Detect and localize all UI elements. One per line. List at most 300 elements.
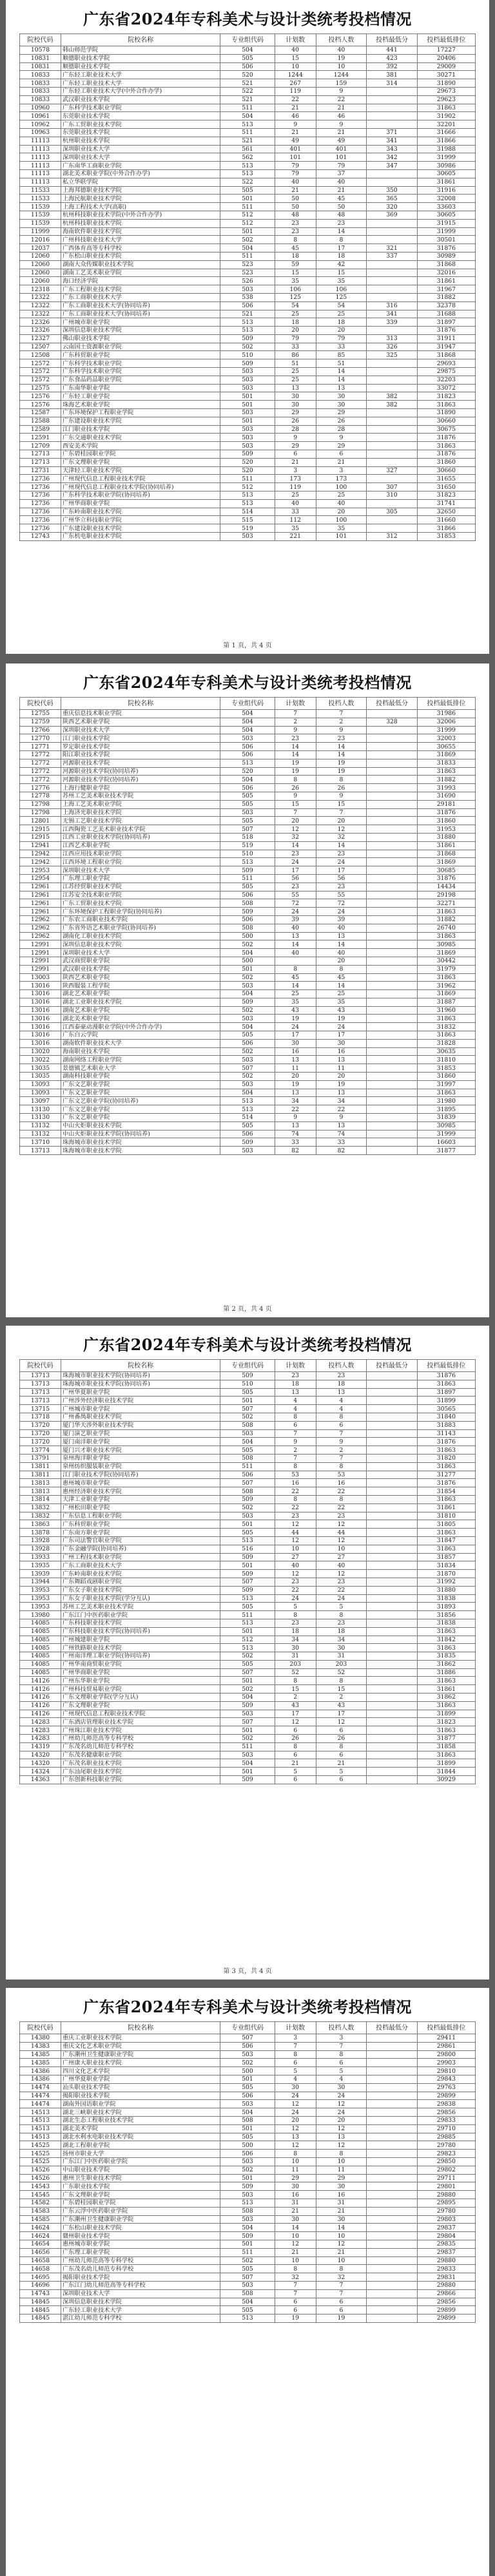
- table-cell: 31834: [417, 1561, 475, 1570]
- table-cell: 24: [316, 1594, 367, 1603]
- table-cell: 6: [316, 1726, 367, 1735]
- table-cell: 503: [220, 1512, 275, 1520]
- table-cell: 12743: [20, 533, 61, 541]
- table-cell: 15: [275, 269, 316, 277]
- table-cell: [367, 2034, 418, 2043]
- table-cell: 31: [275, 2199, 316, 2207]
- table-cell: 513: [220, 1536, 275, 1545]
- column-header: 投档最低分: [367, 34, 418, 46]
- table-row: [20, 145, 476, 153]
- table-cell: [367, 2067, 418, 2075]
- table-row: [20, 2141, 476, 2150]
- table-cell: 12508: [20, 351, 61, 359]
- table-cell: 14: [316, 982, 367, 990]
- table-cell: 14383: [20, 2042, 61, 2050]
- table-cell: [367, 2083, 418, 2092]
- table-cell: 景德镇艺术职业大学: [61, 1064, 220, 1073]
- table-cell: 30: [275, 2182, 316, 2191]
- table-row: [20, 475, 476, 483]
- table-cell: 广州幼儿师范高等专科学校: [61, 2256, 220, 2265]
- table-cell: 29623: [417, 95, 475, 104]
- table-cell: 502: [220, 236, 275, 244]
- table-cell: 314: [367, 79, 418, 88]
- table-row: [20, 2207, 476, 2215]
- table-cell: 14526: [20, 2166, 61, 2174]
- table-cell: 12772: [20, 750, 61, 759]
- table-cell: 上海民航职业技术学院: [61, 195, 220, 203]
- table-cell: 31893: [417, 1603, 475, 1611]
- table-cell: 29856: [417, 2298, 475, 2306]
- table-cell: 40: [275, 1561, 316, 1570]
- table-cell: 武汉职业技术学院: [61, 95, 220, 104]
- table-cell: 上海济光职业技术学院: [61, 808, 220, 817]
- table-cell: 504: [220, 2108, 275, 2117]
- table-cell: 14624: [20, 2232, 61, 2240]
- table-cell: 广州现代信息工程职业技术学院: [61, 1710, 220, 1718]
- table-row: [20, 1039, 476, 1047]
- table-cell: 3: [316, 466, 367, 475]
- table-cell: [367, 2116, 418, 2124]
- table-cell: 31890: [417, 409, 475, 417]
- table-cell: 505: [220, 1446, 275, 1455]
- table-cell: 18: [316, 1627, 367, 1636]
- page-footer: 第 1 页，共 4 页: [223, 642, 272, 649]
- table-cell: [367, 376, 418, 384]
- table-row: [20, 1776, 476, 1784]
- table-cell: [367, 726, 418, 734]
- table-cell: 320: [367, 203, 418, 211]
- table-cell: [367, 1578, 418, 1586]
- table-cell: 31876: [417, 450, 475, 459]
- table-cell: 82: [316, 1147, 367, 1155]
- table-cell: 203: [275, 1660, 316, 1668]
- table-cell: 14: [316, 2224, 367, 2232]
- table-row: [20, 957, 476, 965]
- table-cell: 12: [275, 1718, 316, 1726]
- table-cell: 29181: [417, 800, 475, 808]
- table-cell: 14283: [20, 1726, 61, 1735]
- table-cell: 14: [275, 982, 316, 990]
- table-cell: 惠州卫生职业技术学院: [61, 2174, 220, 2182]
- table-cell: 11: [275, 1064, 316, 1073]
- table-cell: [367, 285, 418, 294]
- table-cell: 313: [367, 334, 418, 343]
- table-cell: 392: [367, 62, 418, 71]
- table-cell: 13016: [20, 1023, 61, 1031]
- table-cell: [367, 1454, 418, 1462]
- table-cell: [367, 2059, 418, 2067]
- table-cell: 31999: [417, 1130, 475, 1138]
- table-cell: 12798: [20, 800, 61, 808]
- table-cell: 10831: [20, 62, 61, 71]
- table-cell: 10: [316, 2256, 367, 2265]
- table-cell: 13003: [20, 973, 61, 982]
- table-row: [20, 1726, 476, 1735]
- table-cell: 31: [316, 1652, 367, 1661]
- table-cell: [367, 442, 418, 450]
- table-cell: 8: [316, 965, 367, 973]
- table-cell: 中山火炬职业技术学院: [61, 1121, 220, 1130]
- table-cell: 12941: [20, 841, 61, 850]
- table-cell: 50: [275, 195, 316, 203]
- table-cell: 3: [275, 466, 316, 475]
- table-row: [20, 1089, 476, 1097]
- table-row: [20, 1627, 476, 1636]
- table-row: [20, 219, 476, 227]
- table-cell: 327: [367, 466, 418, 475]
- table-cell: 507: [220, 2034, 275, 2043]
- table-cell: 31688: [417, 310, 475, 318]
- table-row: [20, 908, 476, 916]
- table-cell: 14085: [20, 1652, 61, 1661]
- table-cell: 21: [275, 128, 316, 137]
- table-row: [20, 368, 476, 376]
- table-cell: 12961: [20, 883, 61, 891]
- table-cell: 22: [316, 1586, 367, 1594]
- table-cell: 广州工程技术职业学院: [61, 1553, 220, 1561]
- table-cell: [367, 1089, 418, 1097]
- table-cell: 12766: [20, 726, 61, 734]
- table-row: [20, 1130, 476, 1138]
- table-cell: 31863: [417, 1644, 475, 1652]
- table-cell: 4: [316, 1405, 367, 1413]
- column-header: 投档人数: [316, 698, 367, 710]
- table-cell: 5: [316, 1603, 367, 1611]
- table-cell: 广州现代信息工程职业技术学院: [61, 475, 220, 483]
- table-row: [20, 442, 476, 450]
- table-cell: 汕头职业技术学院: [61, 2083, 220, 2092]
- table-cell: 85: [316, 351, 367, 359]
- table-row: [20, 499, 476, 508]
- table-row: [20, 2157, 476, 2166]
- table-cell: 14: [316, 227, 367, 236]
- table-cell: [367, 95, 418, 104]
- table-cell: 46: [275, 112, 316, 120]
- table-row: [20, 301, 476, 310]
- table-cell: [367, 883, 418, 891]
- table-cell: 32: [316, 2273, 367, 2282]
- table-cell: 10: [275, 2232, 316, 2240]
- table-cell: 506: [220, 915, 275, 924]
- table-cell: 31835: [417, 1652, 475, 1661]
- table-cell: 31854: [417, 1487, 475, 1496]
- table-cell: 521: [220, 310, 275, 318]
- table-cell: 惠州经济职业技术学院: [61, 1487, 220, 1496]
- table-cell: 广东工贸职业技术学院: [61, 120, 220, 129]
- table-row: [20, 327, 476, 335]
- table-cell: 24: [275, 1023, 316, 1031]
- table-cell: [367, 499, 418, 508]
- table-cell: 32201: [417, 120, 475, 129]
- table-cell: 15: [316, 800, 367, 808]
- table-cell: 31853: [417, 1064, 475, 1073]
- table-row: [20, 1742, 476, 1751]
- table-cell: 29411: [417, 2034, 475, 2043]
- table-cell: 21: [275, 104, 316, 112]
- table-cell: [367, 2289, 418, 2298]
- table-cell: [367, 1397, 418, 1405]
- table-cell: 6: [316, 2298, 367, 2306]
- table-cell: 重庆工业职业技术学院: [61, 2034, 220, 2043]
- table-cell: 13814: [20, 1495, 61, 1503]
- table-cell: 513: [220, 499, 275, 508]
- table-cell: [367, 1611, 418, 1619]
- table-cell: 31899: [417, 1759, 475, 1768]
- table-cell: [367, 1121, 418, 1130]
- table-cell: 13953: [20, 1586, 61, 1594]
- table-cell: 13713: [20, 1397, 61, 1405]
- table-cell: 125: [275, 293, 316, 301]
- page-footer: 第 3 页，共 4 页: [223, 1968, 272, 1975]
- table-row: [20, 359, 476, 368]
- table-row: [20, 2083, 476, 2092]
- table-cell: 27: [275, 1553, 316, 1561]
- table-cell: 江西艺术职业学院: [61, 841, 220, 850]
- table-cell: 江西应用技术职业学院: [61, 850, 220, 858]
- table-cell: [367, 1064, 418, 1073]
- table-cell: 26: [316, 784, 367, 792]
- table-row: [20, 982, 476, 990]
- table-cell: 14654: [20, 2240, 61, 2248]
- table-cell: [367, 327, 418, 335]
- table-cell: 湖北水利水电职业技术学院: [61, 2133, 220, 2141]
- table-cell: 321: [367, 244, 418, 253]
- table-cell: 119: [275, 87, 316, 95]
- table-cell: 341: [367, 310, 418, 318]
- table-cell: 厦门南洋职业学院: [61, 1438, 220, 1446]
- table-cell: [367, 120, 418, 129]
- table-cell: 31863: [417, 1089, 475, 1097]
- table-cell: 广东环境保护工程职业学院: [61, 409, 220, 417]
- table-cell: 29895: [417, 2199, 475, 2207]
- table-cell: 513: [220, 491, 275, 500]
- table-row: [20, 2265, 476, 2273]
- table-row: [20, 1454, 476, 1462]
- table-cell: 510: [220, 351, 275, 359]
- table-cell: 12991: [20, 965, 61, 973]
- table-cell: 31876: [417, 874, 475, 883]
- table-cell: 13953: [20, 1594, 61, 1603]
- table-cell: 15: [275, 1685, 316, 1693]
- table-cell: 504: [220, 1438, 275, 1446]
- table-cell: 4: [275, 1397, 316, 1405]
- table-row: [20, 1594, 476, 1603]
- table-cell: 441: [367, 46, 418, 55]
- table-cell: 7: [275, 1429, 316, 1438]
- table-cell: [367, 2166, 418, 2174]
- table-cell: 6: [275, 2059, 316, 2067]
- table-row: [20, 940, 476, 949]
- table-cell: 12060: [20, 252, 61, 260]
- table-row: [20, 334, 476, 343]
- table-cell: [367, 1536, 418, 1545]
- table-cell: 55: [275, 891, 316, 899]
- table-cell: 4: [275, 1405, 316, 1413]
- table-cell: 广东文理职业学院: [61, 1701, 220, 1710]
- table-cell: 14525: [20, 2157, 61, 2166]
- table-cell: [367, 759, 418, 767]
- table-row: [20, 1652, 476, 1661]
- table-cell: 43: [316, 1701, 367, 1710]
- document-page: [6, 663, 489, 1317]
- table-cell: 21: [316, 104, 367, 112]
- table-cell: 17: [275, 866, 316, 875]
- table-cell: [367, 2191, 418, 2199]
- table-cell: 12962: [20, 924, 61, 932]
- table-cell: 12736: [20, 516, 61, 524]
- table-cell: [367, 1603, 418, 1611]
- table-cell: 503: [220, 1056, 275, 1064]
- table-cell: 11113: [20, 178, 61, 186]
- table-row: [20, 1553, 476, 1561]
- table-cell: 31953: [417, 825, 475, 834]
- table-cell: 502: [220, 1413, 275, 1421]
- table-cell: 72: [316, 899, 367, 908]
- table-row: [20, 2166, 476, 2174]
- table-cell: 10833: [20, 95, 61, 104]
- table-cell: 泉州纺织服装职业学院: [61, 1462, 220, 1471]
- table-cell: 广东文艺职业学院: [61, 1105, 220, 1114]
- table-cell: 广东科学技术职业学院: [61, 368, 220, 376]
- table-cell: 31856: [417, 1611, 475, 1619]
- table-cell: 30685: [417, 866, 475, 875]
- table-row: [20, 2199, 476, 2207]
- table-cell: 湖北三峡职业技术学院: [61, 2108, 220, 2117]
- table-cell: [367, 1718, 418, 1726]
- table-row: [20, 1105, 476, 1114]
- table-row: [20, 1529, 476, 1537]
- table-cell: [367, 1619, 418, 1627]
- table-cell: 31876: [417, 434, 475, 442]
- table-cell: 39: [275, 915, 316, 924]
- table-cell: 海口经济学院: [61, 277, 220, 285]
- column-header: 计划数: [275, 34, 316, 46]
- table-cell: 19: [316, 767, 367, 776]
- table-cell: 6: [275, 1726, 316, 1735]
- table-cell: 20: [316, 817, 367, 825]
- table-cell: 广东南华职业学院: [61, 384, 220, 392]
- table-cell: [367, 1668, 418, 1677]
- table-cell: [367, 2075, 418, 2083]
- table-row: [20, 792, 476, 800]
- table-cell: [367, 1421, 418, 1429]
- table-cell: 513: [220, 120, 275, 129]
- table-cell: 515: [220, 516, 275, 524]
- table-cell: 西安美术学院: [61, 442, 220, 450]
- table-cell: 32271: [417, 899, 475, 908]
- table-cell: [367, 1462, 418, 1471]
- table-cell: 504: [220, 112, 275, 120]
- table-cell: 51: [316, 359, 367, 368]
- table-cell: 25: [316, 990, 367, 998]
- table-cell: 25: [316, 310, 367, 318]
- table-cell: [367, 2199, 418, 2207]
- table-cell: [367, 1644, 418, 1652]
- table-cell: 74: [275, 1130, 316, 1138]
- table-cell: 501: [220, 2075, 275, 2083]
- table-cell: 广东汕尾职业技术学院: [61, 1768, 220, 1776]
- table-cell: [367, 982, 418, 990]
- table-cell: 503: [220, 1147, 275, 1155]
- table-cell: [367, 1693, 418, 1702]
- table-cell: 广东岭南职业技术学院: [61, 1570, 220, 1578]
- table-cell: 31876: [417, 1479, 475, 1487]
- table-row: [20, 425, 476, 434]
- table-cell: 37: [316, 169, 367, 178]
- table-cell: 45: [275, 244, 316, 253]
- table-cell: 广东白云学院: [61, 1031, 220, 1040]
- table-cell: 12991: [20, 949, 61, 957]
- table-cell: 31863: [417, 401, 475, 409]
- table-cell: 511: [220, 252, 275, 260]
- table-cell: 40: [275, 949, 316, 957]
- table-cell: 32003: [417, 734, 475, 743]
- table-row: [20, 2256, 476, 2265]
- table-cell: 502: [220, 1685, 275, 1693]
- table-cell: 12: [316, 825, 367, 834]
- table-cell: 12: [316, 1570, 367, 1578]
- table-cell: 29880: [417, 2281, 475, 2289]
- table-cell: 506: [220, 784, 275, 792]
- table-cell: 13: [275, 932, 316, 940]
- table-cell: [367, 1677, 418, 1685]
- table-cell: 29880: [417, 2256, 475, 2265]
- table-cell: 12: [275, 1520, 316, 1529]
- table-cell: [367, 425, 418, 434]
- table-row: [20, 1512, 476, 1520]
- table-row: [20, 833, 476, 841]
- table-cell: 31869: [417, 990, 475, 998]
- table-cell: 广东松山职业技术学院: [61, 252, 220, 260]
- table-cell: 10: [275, 1545, 316, 1553]
- table-cell: 45: [316, 973, 367, 982]
- table-cell: 31880: [417, 1586, 475, 1594]
- table-cell: 东莞职业技术学院: [61, 128, 220, 137]
- table-cell: 5: [275, 1768, 316, 1776]
- table-row: [20, 95, 476, 104]
- table-cell: [367, 169, 418, 178]
- table-cell: 9: [275, 120, 316, 129]
- table-cell: 13093: [20, 1089, 61, 1097]
- table-cell: 506: [220, 2150, 275, 2158]
- table-cell: 6: [275, 450, 316, 459]
- table-cell: 广州现代信息工程职业技术学院(协同培养): [61, 483, 220, 491]
- table-cell: 31838: [417, 1619, 475, 1627]
- table-cell: 9: [275, 1438, 316, 1446]
- table-cell: 31863: [417, 1495, 475, 1503]
- table-cell: 507: [220, 1479, 275, 1487]
- table-cell: 29804: [417, 2232, 475, 2240]
- table-cell: 29673: [417, 87, 475, 95]
- column-header: 投档最低排位: [417, 698, 475, 710]
- table-cell: 503: [220, 376, 275, 384]
- table-cell: 广州华立科技职业学院: [61, 516, 220, 524]
- table-cell: 29: [316, 442, 367, 450]
- table-cell: 23: [316, 1512, 367, 1520]
- column-header: 院校名称: [61, 698, 220, 710]
- table-cell: 30635: [417, 1047, 475, 1056]
- table-cell: 14696: [20, 2281, 61, 2289]
- column-header: 专业组代码: [220, 2022, 275, 2034]
- table-cell: 12: [275, 2124, 316, 2133]
- column-header: 专业组代码: [220, 1360, 275, 1372]
- table-cell: 广州科技贸易职业学院: [61, 1685, 220, 1693]
- table-cell: 31863: [417, 1751, 475, 1759]
- table-cell: 31833: [417, 759, 475, 767]
- table-row: [20, 841, 476, 850]
- table-cell: 厦门演艺职业学院: [61, 1429, 220, 1438]
- table-cell: 7: [316, 808, 367, 817]
